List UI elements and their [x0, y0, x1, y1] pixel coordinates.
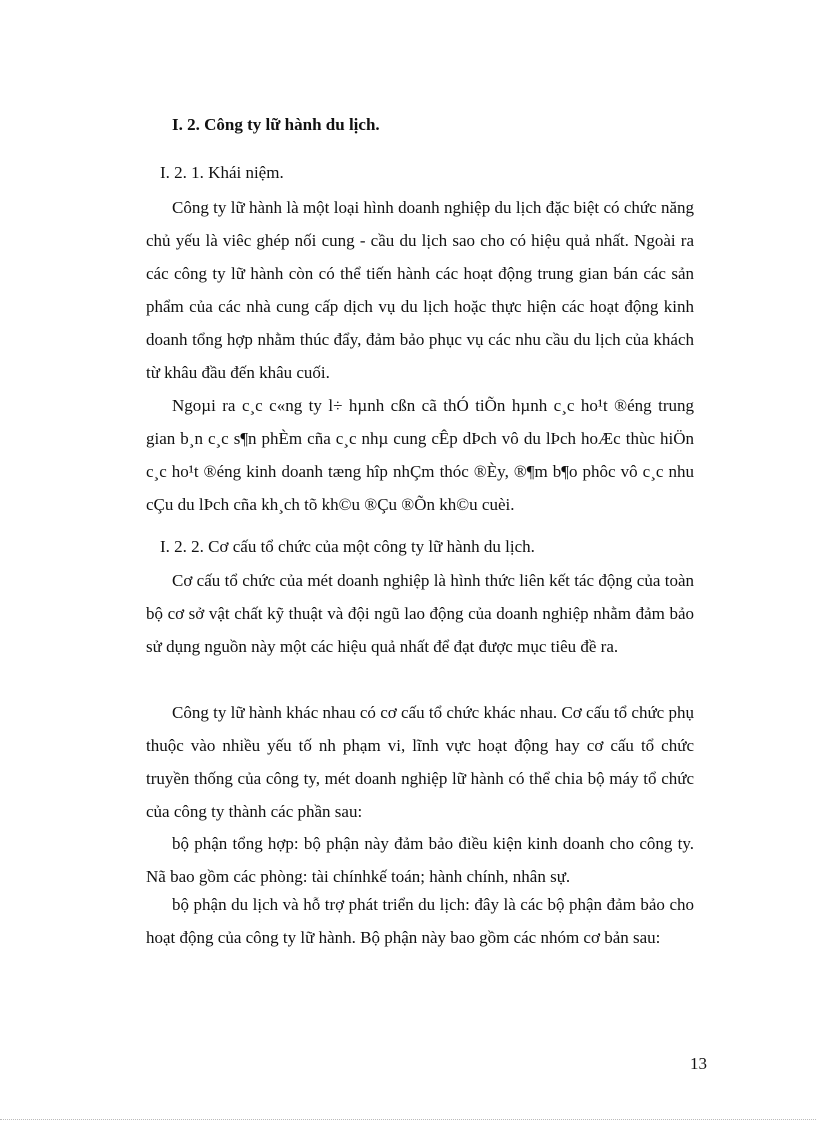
subsection-heading-concept: I. 2. 1. Khái niệm.	[160, 163, 284, 182]
section-title: I. 2. Công ty lữ hành du lịch.	[172, 115, 380, 134]
paragraph-general-department: bộ phận tổng hợp: bộ phận này đảm bảo điều kiện kinh doanh cho công ty. Nã bao gồm các phòng: tài chínhkế toán; hành chính, nhân sự.	[146, 834, 694, 886]
subsection-heading-structure: I. 2. 2. Cơ cấu tổ chức của một công ty lữ hành du lịch.	[160, 537, 535, 556]
paragraph-structure-variation: Công ty lữ hành khác nhau có cơ cấu tổ chức khác nhau. Cơ cấu tổ chức phụ thuộc vào nhiều yếu tố nh phạm vi, lĩnh vực hoạt động hay cơ cấu tổ chức truyền thống của công ty, mét doanh nghiệp lữ hành có thể chia bộ máy tổ chức của công ty thành các phần sau:	[146, 703, 694, 821]
paragraph-tourism-department: bộ phận du lịch và hỗ trợ phát triển du lịch: đây là các bộ phận đảm bảo cho hoạt động của công ty lữ hành. Bộ phận này bao gồm các nhóm cơ bản sau:	[146, 895, 694, 947]
paragraph-structure-definition: Cơ cấu tổ chức của mét doanh nghiệp là hình thức liên kết tác động của toàn bộ cơ sở vật chất kỹ thuật và đội ngũ lao động của doanh nghiệp nhằm đảm bảo sử dụng nguồn này một các hiệu quả nhất để đạt được mục tiêu đề ra.	[146, 571, 694, 656]
paragraph-definition: Công ty lữ hành là một loại hình doanh nghiệp du lịch đặc biệt có chức năng chủ yếu là viêc ghép nối cung - cầu du lịch sao cho có hiệu quả nhất. Ngoài ra các công ty lữ hành còn có thể tiến hành các hoạt động trung gian bán các sản phẩm của các nhà cung cấp dịch vụ du lịch hoặc thực hiện các hoạt động kinh doanh tổng hợp nhằm thúc đẩy, đảm bảo phục vụ các nhu cầu du lịch của khách từ khâu đầu đến khâu cuối.	[146, 198, 694, 382]
page-number: 13	[690, 1054, 707, 1073]
page-bottom-divider	[0, 1119, 816, 1120]
paragraph-encoded-text: Ngoµi ra c¸c c«ng ty l÷ hµnh cßn cã thÓ tiÕn hµnh c¸c ho¹t ®éng trung gian b¸n c¸c s¶n phÈm cña c¸c nhµ cung cÊp dÞch vô du lÞch hoÆc thùc hiÖn c¸c ho¹t ®éng kinh doanh tæng hîp nhÇm thóc ®Èy, ®¶m b¶o phôc vô c¸c nhu cÇu du lÞch cña kh¸ch tõ kh©u ®Çu ®Õn kh©u cuèi.	[146, 396, 694, 514]
